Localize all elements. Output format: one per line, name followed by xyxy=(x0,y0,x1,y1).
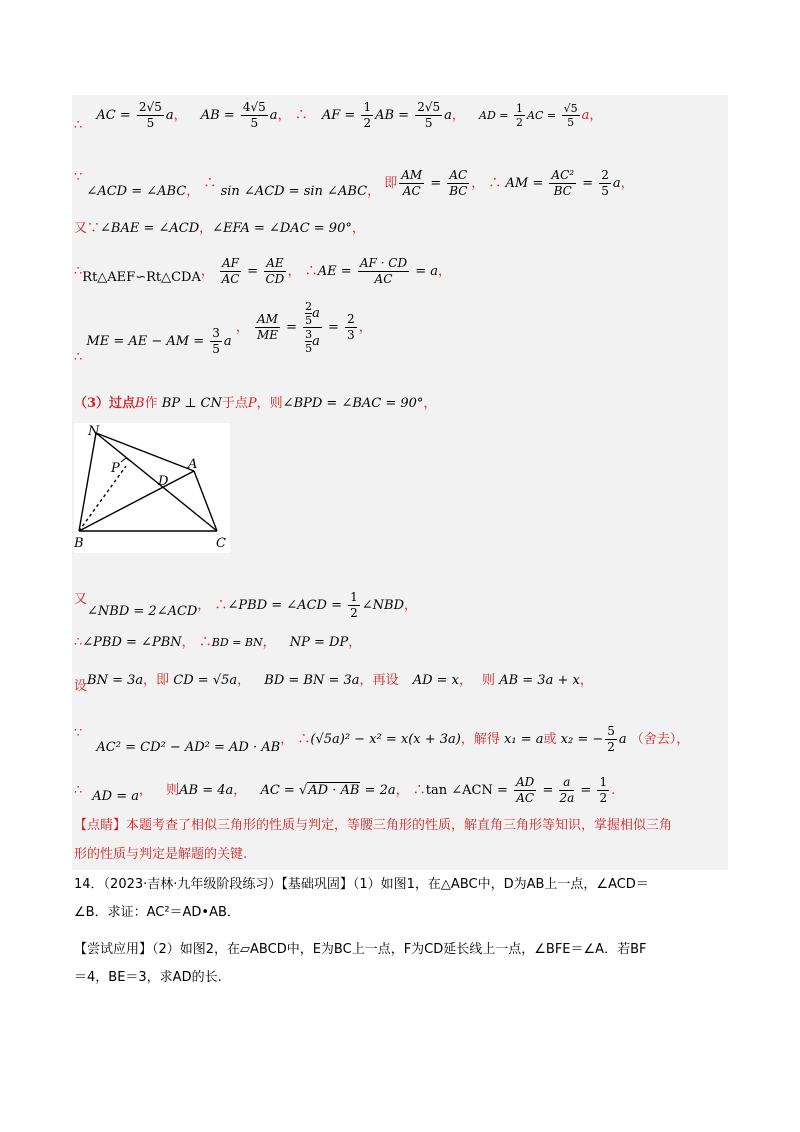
question-14-line-2: ∠B．求证：AC²＝AD•AB． xyxy=(74,905,240,920)
solution-line-5: ∴ ME = AE − AM = $\frac{3}{5}$ a ， $\frac{AM}{ME}$ = $\frac{2}{5}$ a $\frac{3}{5}$ a = $\frac{2}{3}$ ， xyxy=(74,300,372,365)
solution-line-7: 又∠NBD = 2∠ACD， ∴∠PBD = ∠ACD = $\frac{1}{2}$ ∠NBD， xyxy=(74,590,418,620)
question-14-line-3: 【尝试应用】（2）如图2，在▱ABCD中，E为BC上一点，F为CD延长线上一点，∠BFE＝∠A．若BF xyxy=(74,942,647,957)
comment-line-1: 【点睛】本题考查了相似三角形的性质与判定，等腰三角形的性质，解直角三角形等知识，掌握相似三角 xyxy=(74,818,673,833)
label-D: D xyxy=(158,474,169,489)
label-A: A xyxy=(188,457,198,472)
solution-line-3: 又∵∠BAE = ∠ACD，∠EFA = ∠DAC = 90°， xyxy=(74,221,365,236)
solution-line-8: ∴∠PBD = ∠PBN， ∴BD = BN， NP = DP， xyxy=(74,635,362,650)
question-14-line-4: ＝4，BE＝3，求AD的长. xyxy=(74,970,222,985)
solution-line-2: ∵ ∠ACD = ∠ABC， ∴ sin ∠ACD = sin ∠ABC， 即 $\frac{AM}{AC}$ = $\frac{AC}{BC}$ ， ∴ AM = $\frac{\text{AC²}}{BC}$ = $\frac{2}{5}$ a， xyxy=(74,168,634,199)
label-N: N xyxy=(88,424,100,439)
solution-line-10: ∵ AC² = CD² − AD² = AD · AB， ∴(√5a)² − x² = x(x + 3a)，解得 x₁ = a或 x₂ = − $\frac{5}{2}$ a （舍去）， xyxy=(74,724,690,755)
question-14-line-1: 14．（2023·吉林·九年级阶段练习）【基础巩固】（1）如图1，在△ABC中，D为AB上一点，∠ACD＝ xyxy=(74,877,649,892)
label-P: P xyxy=(111,461,120,476)
solution-line-6: （3）过点B作 BP ⊥ CN于点P，则∠BPD = ∠BAC = 90°， xyxy=(74,396,437,411)
geometry-diagram xyxy=(74,423,230,553)
solution-line-9: 设BN = 3a，即 CD = √5a， BD = BN = 3a，再设 AD = x， 则 AB = 3a + x， xyxy=(74,673,593,694)
label-B: B xyxy=(74,536,84,551)
label-C: C xyxy=(216,536,226,551)
geometry-figure xyxy=(74,423,230,553)
solution-line-11: ∴ AD = a， 则AB = 4a， AC = √AD · AB = 2a， ∴tan ∠ACN = $\frac{AD}{AC}$ = $\frac{a}{2a}$ = $\frac{1}{2}$ . xyxy=(74,775,616,805)
solution-line-1: ∴ AC = $\frac{2√5}{5}$ a， AB = $\frac{4√5}{5}$ a， ∴ AF = $\frac{1}{2}$ AB = $\frac{2√5}{5}$ a， AD = $\frac{1}{2}$ AC = $\frac{√5}{5}$ a， xyxy=(74,100,603,133)
comment-line-2: 形的性质与判定是解题的关键. xyxy=(74,847,248,862)
solution-line-4: ∴Rt△AEF∽Rt△CDA， $\frac{AF}{AC}$ = $\frac{AE}{CD}$ ， ∴AE = $\frac{AF \cdot CD}{AC}$ = a， xyxy=(74,256,452,286)
